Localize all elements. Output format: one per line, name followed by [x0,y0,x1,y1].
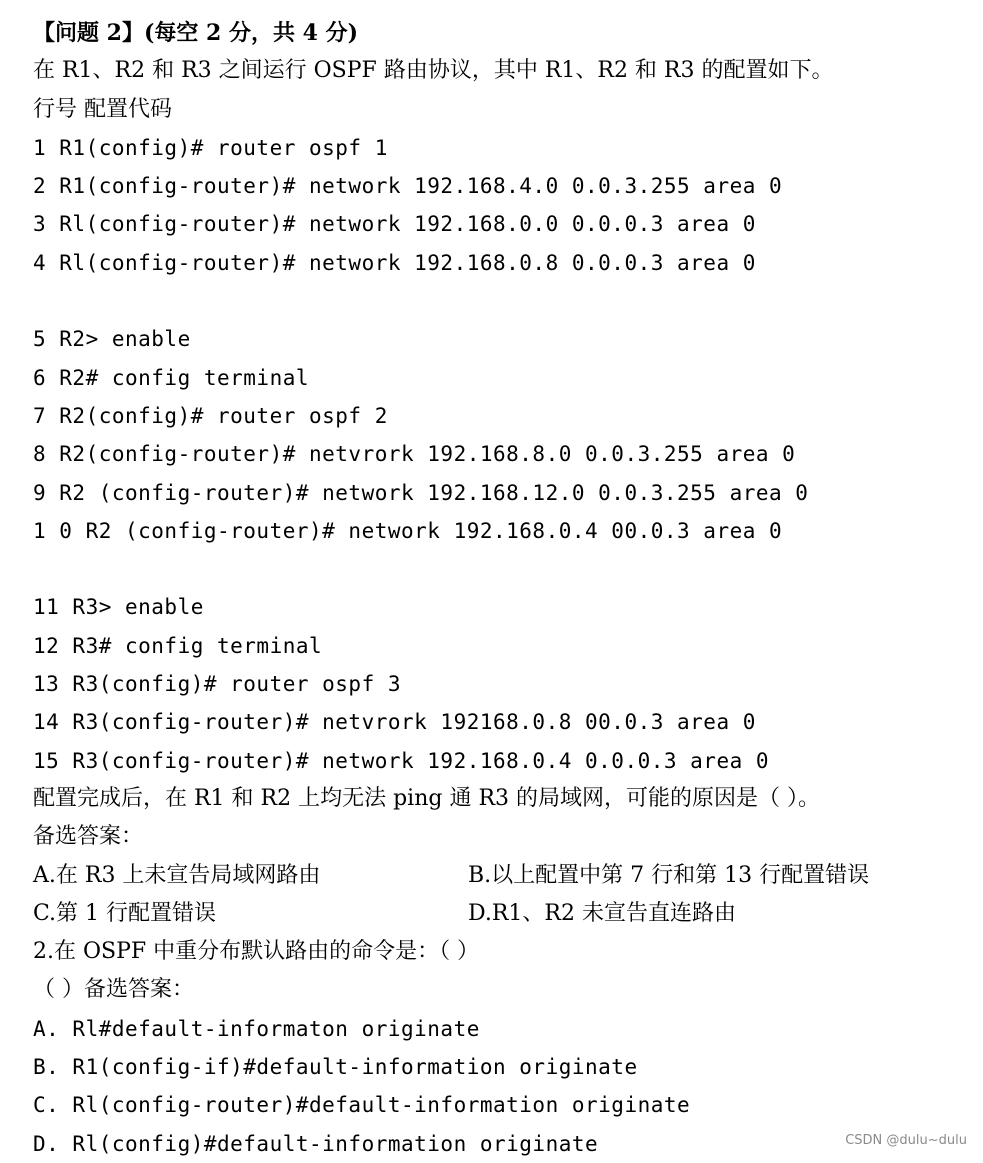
q2-option-b: B. R1(config-if)#default-information originate [33,1055,638,1080]
blank-line [33,550,983,588]
config-line: 11 R3> enable [33,595,204,620]
q1-question: 配置完成后，在 R1 和 R2 上均无法 ping 通 R3 的局域网，可能的原因是（ ）。 [33,785,820,811]
config-line: 3 Rl(config-router)# network 192.168.0.0 0.0.0.3 area 0 [33,212,756,237]
config-line: 14 R3(config-router)# netvrork 192168.0.8 00.0.3 area 0 [33,710,756,735]
csdn-watermark: CSDN @dulu~dulu [845,1133,967,1148]
config-line: 8 R2(config-router)# netvrork 192.168.8.0 0.0.3.255 area 0 [33,442,796,467]
config-line: 5 R2> enable [33,327,191,352]
config-line: 1 R1(config)# router ospf 1 [33,135,388,160]
config-line: 1 0 R2 (config-router)# network 192.168.0.4 00.0.3 area 0 [33,518,783,543]
config-line: 4 Rl(config-router)# network 192.168.0.8 0.0.0.3 area 0 [33,250,756,275]
document-page [33,14,983,1163]
blank-line [33,282,983,320]
q1-option-a: A.在 R3 上未宣告局域网路由 [33,862,321,888]
config-header: 行号 配置代码 [33,96,172,122]
config-line: 6 R2# config terminal [33,365,310,390]
question-title: 【问题 2】(每空 2 分，共 4 分) [33,20,359,46]
question-intro: 在 R1、R2 和 R3 之间运行 OSPF 路由协议，其中 R1、R2 和 R3 的配置如下。 [33,58,834,84]
q1-option-c: C.第 1 行配置错误 [33,900,217,926]
q1-options-row [33,857,983,895]
q2-question: 2.在 OSPF 中重分布默认路由的命令是：（ ） [33,939,480,965]
config-line: 2 R1(config-router)# network 192.168.4.0 0.0.3.255 area 0 [33,174,783,199]
config-line: 15 R3(config-router)# network 192.168.0.4 0.0.0.3 area 0 [33,748,770,773]
config-line: 9 R2 (config-router)# network 192.168.12.0 0.0.3.255 area 0 [33,480,809,505]
q2-option-c: C. Rl(config-router)#default-information originate [33,1093,691,1118]
q1-options-row [33,895,983,933]
q2-option-a: A. Rl#default-informaton originate [33,1016,480,1041]
q2-options-label: （ ）备选答案： [33,977,194,1003]
q1-options-label: 备选答案： [33,824,144,850]
q2-option-d: D. Rl(config)#default-information originate [33,1131,599,1156]
config-line: 7 R2(config)# router ospf 2 [33,403,388,428]
config-line: 12 R3# config terminal [33,633,323,658]
q1-option-d: D.R1、R2 未宣告直连路由 [468,900,736,926]
config-line: 13 R3(config)# router ospf 3 [33,672,402,697]
q1-option-b: B.以上配置中第 7 行和第 13 行配置错误 [468,862,870,888]
